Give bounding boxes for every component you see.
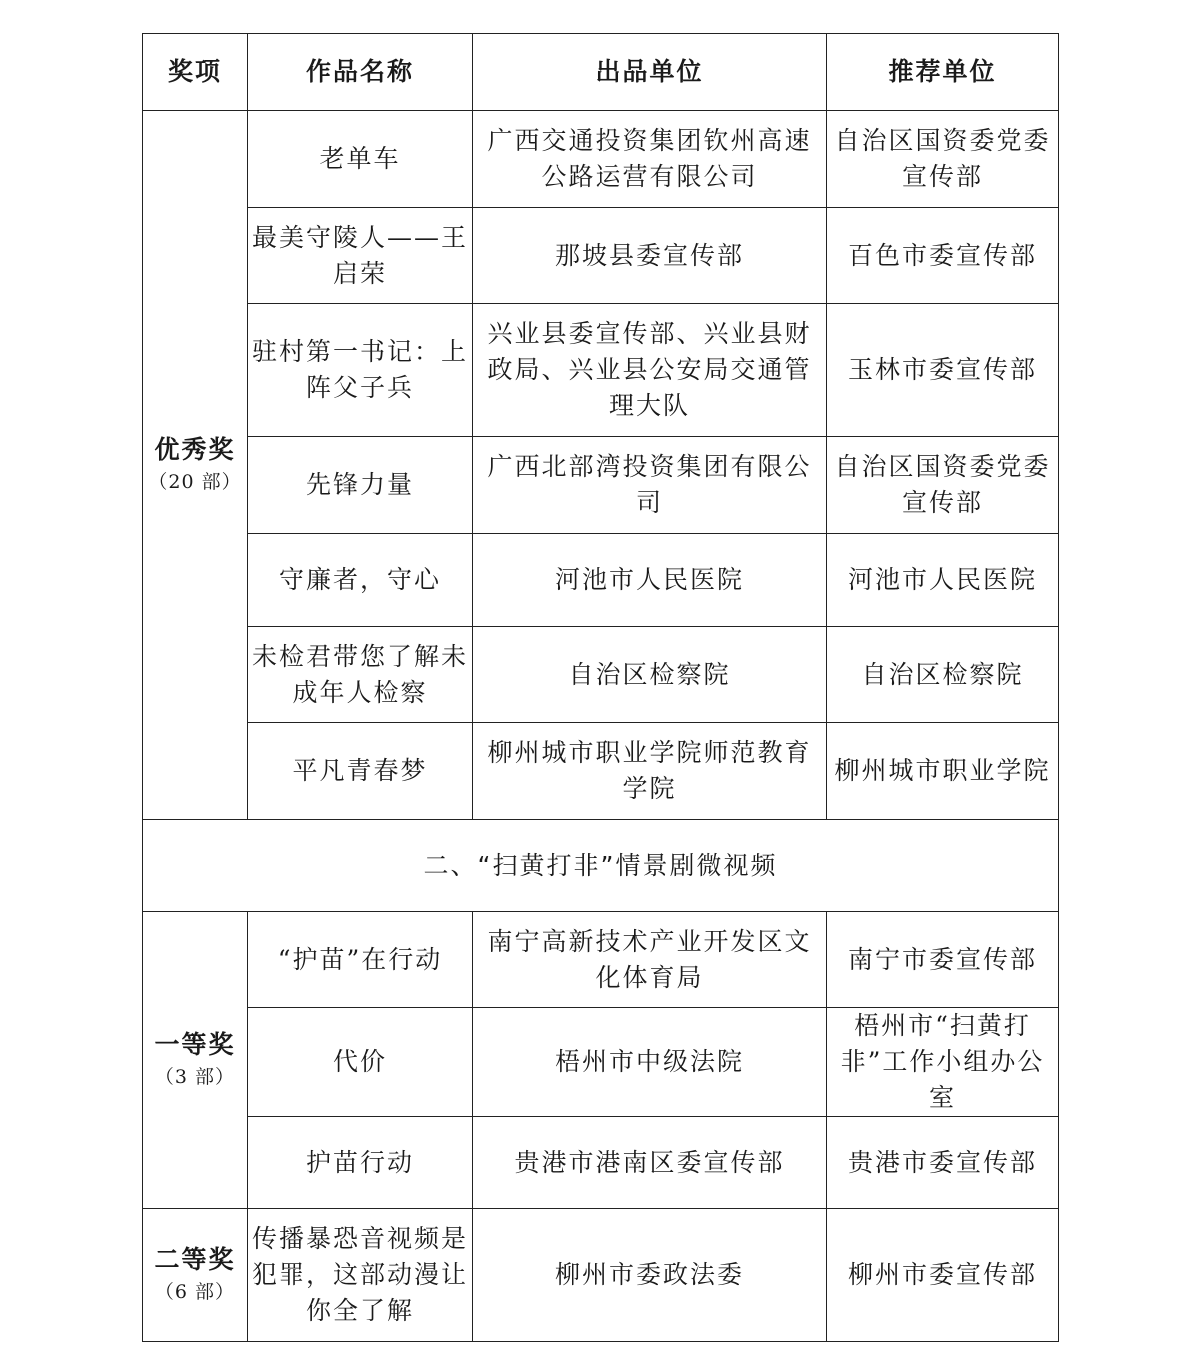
table-row [143, 912, 1059, 1008]
table-row [143, 1209, 1059, 1342]
recommender: 贵港市委宣传部 [827, 1117, 1059, 1209]
table-row [143, 723, 1059, 820]
awards-table [142, 33, 1059, 1342]
producer: 梧州市中级法院 [473, 1008, 827, 1117]
section-row [143, 820, 1059, 912]
work-name: 护苗行动 [248, 1117, 473, 1209]
header-award: 奖项 [143, 34, 248, 111]
award-count: （20 部） [148, 471, 242, 493]
recommender: 柳州市委宣传部 [827, 1209, 1059, 1342]
table-row [143, 1117, 1059, 1209]
header-row [143, 34, 1059, 111]
producer: 柳州市委政法委 [473, 1209, 827, 1342]
recommender: 柳州城市职业学院 [827, 723, 1059, 820]
table-row [143, 534, 1059, 627]
producer: 贵港市港南区委宣传部 [473, 1117, 827, 1209]
producer: 南宁高新技术产业开发区文化体育局 [473, 912, 827, 1008]
award-name: 一等奖 [154, 1030, 236, 1059]
table-row [143, 304, 1059, 437]
section-title: 二、“扫黄打非”情景剧微视频 [143, 820, 1059, 912]
work-name: “护苗”在行动 [248, 912, 473, 1008]
work-name: 老单车 [248, 111, 473, 208]
producer: 河池市人民医院 [473, 534, 827, 627]
table-row [143, 208, 1059, 304]
header-work-name: 作品名称 [248, 34, 473, 111]
recommender: 自治区国资委党委宣传部 [827, 437, 1059, 534]
recommender: 河池市人民医院 [827, 534, 1059, 627]
header-producer: 出品单位 [473, 34, 827, 111]
work-name: 最美守陵人——王启荣 [248, 208, 473, 304]
table-row [143, 627, 1059, 723]
award-count: （3 部） [154, 1066, 236, 1088]
recommender: 玉林市委宣传部 [827, 304, 1059, 437]
work-name: 守廉者，守心 [248, 534, 473, 627]
work-name: 传播暴恐音视频是犯罪，这部动漫让你全了解 [248, 1209, 473, 1342]
producer: 广西北部湾投资集团有限公司 [473, 437, 827, 534]
award-cell-excellent [143, 111, 248, 820]
award-cell-second [143, 1209, 248, 1342]
work-name: 代价 [248, 1008, 473, 1117]
recommender: 自治区检察院 [827, 627, 1059, 723]
table-row [143, 437, 1059, 534]
recommender: 百色市委宣传部 [827, 208, 1059, 304]
award-name: 优秀奖 [154, 435, 236, 464]
producer: 那坡县委宣传部 [473, 208, 827, 304]
award-count: （6 部） [154, 1281, 236, 1303]
work-name: 未检君带您了解未成年人检察 [248, 627, 473, 723]
work-name: 驻村第一书记：上阵父子兵 [248, 304, 473, 437]
recommender: 梧州市“扫黄打非”工作小组办公室 [827, 1008, 1059, 1117]
producer: 柳州城市职业学院师范教育学院 [473, 723, 827, 820]
table-row [143, 111, 1059, 208]
header-recommender: 推荐单位 [827, 34, 1059, 111]
recommender: 南宁市委宣传部 [827, 912, 1059, 1008]
work-name: 先锋力量 [248, 437, 473, 534]
producer: 兴业县委宣传部、兴业县财政局、兴业县公安局交通管理大队 [473, 304, 827, 437]
award-name: 二等奖 [154, 1245, 236, 1274]
work-name: 平凡青春梦 [248, 723, 473, 820]
producer: 自治区检察院 [473, 627, 827, 723]
table-row [143, 1008, 1059, 1117]
recommender: 自治区国资委党委宣传部 [827, 111, 1059, 208]
award-cell-first [143, 912, 248, 1209]
producer: 广西交通投资集团钦州高速公路运营有限公司 [473, 111, 827, 208]
